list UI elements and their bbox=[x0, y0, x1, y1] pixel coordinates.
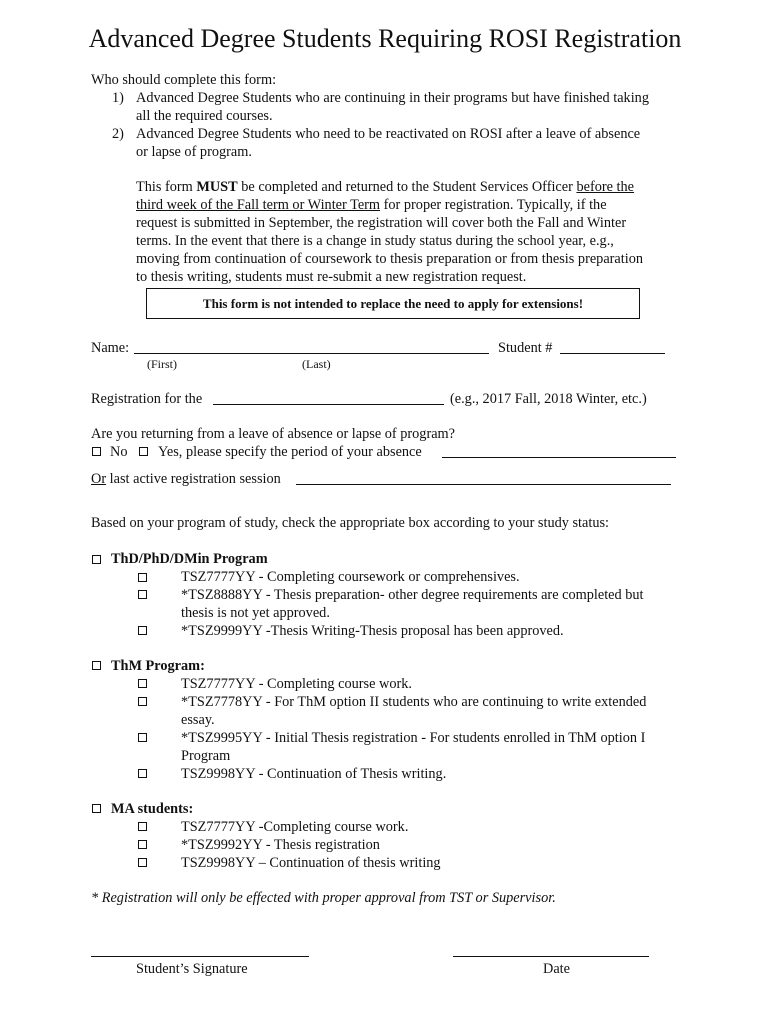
instruction-line-5: moving from continuation of coursework to thesis preparation or from thesis preparation bbox=[136, 251, 644, 267]
study-status-prompt: Based on your program of study, check the appropriate box according to your study status: bbox=[91, 515, 610, 531]
instruction-text: This form bbox=[136, 179, 197, 195]
thd-program-checkbox[interactable] bbox=[92, 555, 101, 564]
instruction-line-3: request is submitted in September, the registration will cover both the Fall and Winter bbox=[136, 215, 627, 231]
ma-option-2-label: *TSZ9992YY - Thesis registration bbox=[181, 837, 380, 853]
registration-hint: (e.g., 2017 Fall, 2018 Winter, etc.) bbox=[450, 391, 647, 407]
approval-footnote: * Registration will only be effected with proper approval from TST or Supervisor. bbox=[91, 890, 556, 906]
ma-option-1-label: TSZ7777YY -Completing course work. bbox=[181, 819, 409, 835]
thm-option-2-checkbox[interactable] bbox=[138, 697, 147, 706]
date-line[interactable] bbox=[453, 956, 649, 957]
no-checkbox[interactable] bbox=[92, 447, 101, 456]
ma-heading-text: MA students: bbox=[111, 801, 194, 817]
thm-option-4-label: TSZ9998YY - Continuation of Thesis writing. bbox=[181, 766, 447, 782]
signature-line[interactable] bbox=[91, 956, 309, 957]
intro-item-1-line-2: all the required courses. bbox=[136, 108, 273, 124]
deadline-underlined: third week of the Fall term or Winter Term bbox=[136, 197, 381, 213]
thd-option-2-label-cont: thesis is not yet approved. bbox=[181, 605, 330, 621]
last-session-label: last active registration session bbox=[106, 471, 281, 487]
thm-option-3-label-cont: Program bbox=[181, 748, 231, 764]
name-input-line[interactable] bbox=[134, 353, 489, 354]
date-label: Date bbox=[543, 961, 570, 977]
thd-option-1-label: TSZ7777YY - Completing coursework or comprehensives. bbox=[181, 569, 520, 585]
thm-option-2-label: *TSZ7778YY - For ThM option II students who are continuing to write extended bbox=[181, 694, 647, 710]
instruction-text: for proper registration. Typically, if the bbox=[380, 197, 607, 213]
ma-option-3-checkbox[interactable] bbox=[138, 858, 147, 867]
returning-question: Are you returning from a leave of absence or lapse of program? bbox=[91, 426, 456, 442]
ma-option-1-checkbox[interactable] bbox=[138, 822, 147, 831]
last-session-line bbox=[91, 470, 281, 488]
deadline-underlined: before the bbox=[576, 179, 635, 195]
registration-label: Registration for the bbox=[91, 391, 203, 407]
thm-option-2-label-cont: essay. bbox=[181, 712, 215, 728]
instruction-line-2 bbox=[136, 196, 607, 214]
intro-item-2-line-1: Advanced Degree Students who need to be reactivated on ROSI after a leave of absence bbox=[136, 126, 641, 142]
instruction-text: be completed and returned to the Student Services Officer bbox=[237, 179, 577, 195]
thm-option-4-checkbox[interactable] bbox=[138, 769, 147, 778]
first-name-hint: (First) bbox=[147, 357, 177, 371]
thd-heading-text: ThD/PhD/DMin Program bbox=[111, 551, 268, 567]
absence-period-input-line[interactable] bbox=[442, 457, 676, 458]
thd-option-2-label: *TSZ8888YY - Thesis preparation- other degree requirements are completed but bbox=[181, 587, 644, 603]
must-emphasis: MUST bbox=[196, 179, 238, 195]
thd-option-1-checkbox[interactable] bbox=[138, 573, 147, 582]
student-number-input-line[interactable] bbox=[560, 353, 665, 354]
instruction-line-6: to thesis writing, students must re-submit a new registration request. bbox=[136, 269, 527, 285]
thm-program-heading bbox=[111, 657, 205, 675]
thm-option-3-checkbox[interactable] bbox=[138, 733, 147, 742]
or-label: Or bbox=[91, 471, 107, 487]
intro-item-1-number: 1) bbox=[112, 90, 124, 106]
yes-checkbox[interactable] bbox=[139, 447, 148, 456]
intro-question: Who should complete this form: bbox=[91, 72, 277, 88]
name-label: Name: bbox=[91, 340, 130, 356]
registration-term-input-line[interactable] bbox=[213, 404, 444, 405]
thm-program-checkbox[interactable] bbox=[92, 661, 101, 670]
yes-label: Yes, please specify the period of your absence bbox=[158, 444, 422, 460]
thd-program-heading bbox=[111, 550, 268, 568]
ma-program-heading bbox=[111, 800, 193, 818]
instruction-line-4: terms. In the event that there is a change in study status during the school year, e.g., bbox=[136, 233, 614, 249]
last-session-input-line[interactable] bbox=[296, 484, 671, 485]
ma-program-checkbox[interactable] bbox=[92, 804, 101, 813]
thm-heading-text: ThM Program: bbox=[111, 658, 205, 674]
student-signature-label: Student’s Signature bbox=[136, 961, 248, 977]
intro-item-1-line-1: Advanced Degree Students who are continuing in their programs but have finished taking bbox=[136, 90, 649, 106]
ma-option-3-label: TSZ9998YY – Continuation of thesis writing bbox=[181, 855, 441, 871]
thm-option-1-label: TSZ7777YY - Completing course work. bbox=[181, 676, 412, 692]
thd-option-3-checkbox[interactable] bbox=[138, 626, 147, 635]
thm-option-3-label: *TSZ9995YY - Initial Thesis registration - For students enrolled in ThM option I bbox=[181, 730, 646, 746]
instruction-line-1 bbox=[136, 178, 634, 196]
thd-option-2-checkbox[interactable] bbox=[138, 590, 147, 599]
thm-option-1-checkbox[interactable] bbox=[138, 679, 147, 688]
intro-item-2-line-2: or lapse of program. bbox=[136, 144, 252, 160]
student-number-label: Student # bbox=[498, 340, 553, 356]
no-label: No bbox=[110, 444, 128, 460]
extensions-notice-box: This form is not intended to replace the need to apply for extensions! bbox=[146, 288, 640, 319]
page-title: Advanced Degree Students Requiring ROSI Registration bbox=[88, 24, 682, 53]
thd-option-3-label: *TSZ9999YY -Thesis Writing-Thesis proposal has been approved. bbox=[181, 623, 564, 639]
intro-item-2-number: 2) bbox=[112, 126, 124, 142]
ma-option-2-checkbox[interactable] bbox=[138, 840, 147, 849]
last-name-hint: (Last) bbox=[302, 357, 331, 371]
